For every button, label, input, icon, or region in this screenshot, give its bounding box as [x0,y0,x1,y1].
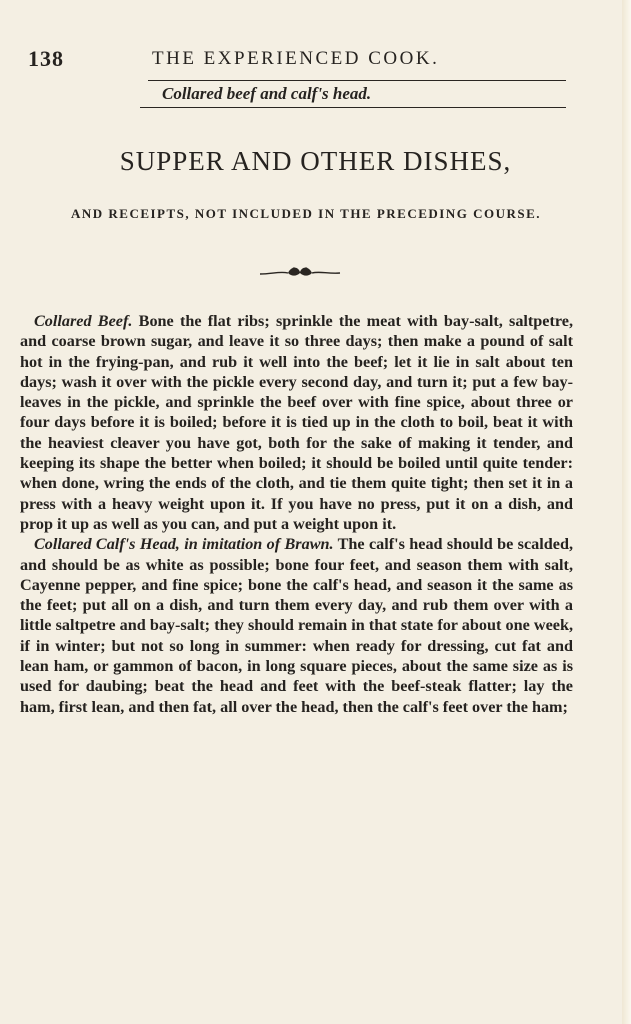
section-subtitle: AND RECEIPTS, NOT INCLUDED IN THE PRECEDING COURSE. [70,206,542,221]
recipe-title: Collared Beef. [34,312,133,330]
catchword: Collared beef and calf's head. [162,84,372,103]
recipe-paragraph [20,534,573,717]
catchword-rule [140,107,566,108]
recipe-text [20,311,573,717]
recipe-body: Bone the flat ribs; sprinkle the meat with bay-salt, saltpetre, and coarse brown sugar, and leave it so three days; then make a pound of salt hot in the frying-pan, and rub it well into the beef; let it lie in salt about ten days; wash it over with the pickle every second day, and turn it; put a few bay-leaves in the pickle, and sprinkle the beef over with fine spice, about three or four days before it is boiled; before it is tied up in the cloth to boil, beat it with the heaviest cleaver you have got, both for the sake of making it tender, and keeping its shape the better when boiled; it should be boiled until quite tender: when done, wring the ends of the cloth, and tie them quite tight; then set it in a press with a heavy weight upon it. If you have no press, put it on a dish, and prop it up as well as you can, and put a weight upon it. [20,312,574,533]
header-rule [148,80,566,81]
running-head [28,44,588,74]
recipe-paragraph [20,311,573,534]
page-number: 138 [28,46,64,71]
recipe-title: Collared Calf's Head, in imitation of Brawn. [34,535,334,554]
recipe-body: The calf's head should be scalded, and should be as white as possible; bone four feet, and season them with salt, Cayenne pepper, and fine spice; bone the calf's head, and season it the same as the feet; put all on a dish, and turn them every day, and rub them over with a little saltpetre and bay-salt; they should remain in that state for about one week, if in winter; but not so long in summer: when ready for dressing, cut fat and lean ham, or gammon of bacon, in long square pieces, about the same size as is used for daubing; beat the head and feet with the beef-steak flatter; lay the ham, first lean, and then fat, all over the head, then the calf's feet over the ham; [20,535,573,716]
floral-ornament-icon [258,264,342,285]
running-title: THE EXPERIENCED COOK. [152,48,440,69]
section-title: SUPPER AND OTHER DISHES, [119,146,512,176]
